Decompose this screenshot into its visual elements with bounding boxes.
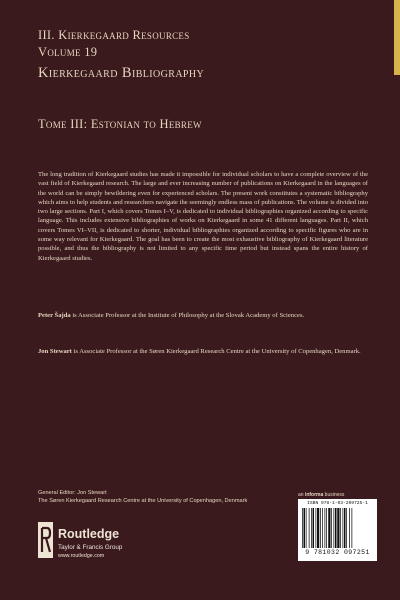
general-editor-block — [38, 489, 338, 505]
author-bio-stewart — [38, 347, 368, 356]
book-title: Kierkegaard Bibliography — [38, 65, 205, 81]
informa-suffix: business — [323, 492, 345, 498]
gold-accent-strip — [394, 0, 400, 75]
author-bio-text: is Associate Professor at the Institute of Philosophy at the Slovak Academy of Sciences. — [70, 312, 305, 319]
publisher-name: Routledge — [58, 527, 120, 541]
tome-subtitle: Tome III: Estonian to Hebrew — [38, 117, 202, 131]
barcode-bars-icon — [302, 508, 373, 548]
author-bio-text: is Associate Professor at the Søren Kierkegaard Research Centre at the University of Copenhagen, Denmark. — [71, 348, 361, 355]
author-name: Peter Šajda — [38, 312, 71, 319]
informa-brand: informa — [304, 492, 324, 498]
book-description: The long tradition of Kierkegaard studies has made it impossible for individual scholars to have a complete overview of the vast field of Kierkegaard research. The large and ever increasing number of publications on Kierkegaard in the languages of the world can be simply bewildering even for experienced scholars. The present work constitutes a systematic bibliography which aims to help students and researchers navigate the seemingly endless mass of publications. The volume is divided into two large sections. Part I, which covers Tomes I–V, is dedicated to individual bibliographies organized according to specific language. This includes extensive bibliographies of works on Kierkegaard in some 41 different languages. Part II, which covers Tomes VI–VII, is dedicated to shorter, individual bibliographies organized according to specific figures who are in some way relevant for Kierkegaard. The goal has been to create the most exhaustive bibliography of Kierkegaard literature possible, and thus the bibliography is not limited to any specific time period but instead spans the entire history of Kierkegaard studies. — [38, 171, 368, 262]
isbn-text: ISBN 978-1-03-209725-1 — [307, 501, 368, 506]
routledge-r-icon — [38, 522, 53, 558]
publisher-group: Taylor & Francis Group — [58, 544, 123, 551]
isbn-digits: 9 781032 097251 — [305, 549, 370, 556]
general-editor-line: General Editor: Jon Stewart — [38, 490, 107, 496]
isbn-barcode — [298, 499, 377, 561]
informa-prefix: an — [298, 492, 305, 498]
author-bio-sajda — [38, 311, 368, 320]
publisher-url[interactable]: www.routledge.com — [58, 553, 105, 559]
informa-tagline — [298, 492, 344, 498]
research-centre-line: The Søren Kierkegaard Research Centre at the University of Copenhagen, Denmark — [38, 498, 248, 504]
routledge-logo — [38, 522, 188, 572]
series-header — [38, 27, 380, 82]
series-name: III. Kierkegaard Resources — [38, 28, 190, 42]
volume-number: Volume 19 — [38, 45, 98, 59]
author-name: Jon Stewart — [38, 348, 72, 355]
